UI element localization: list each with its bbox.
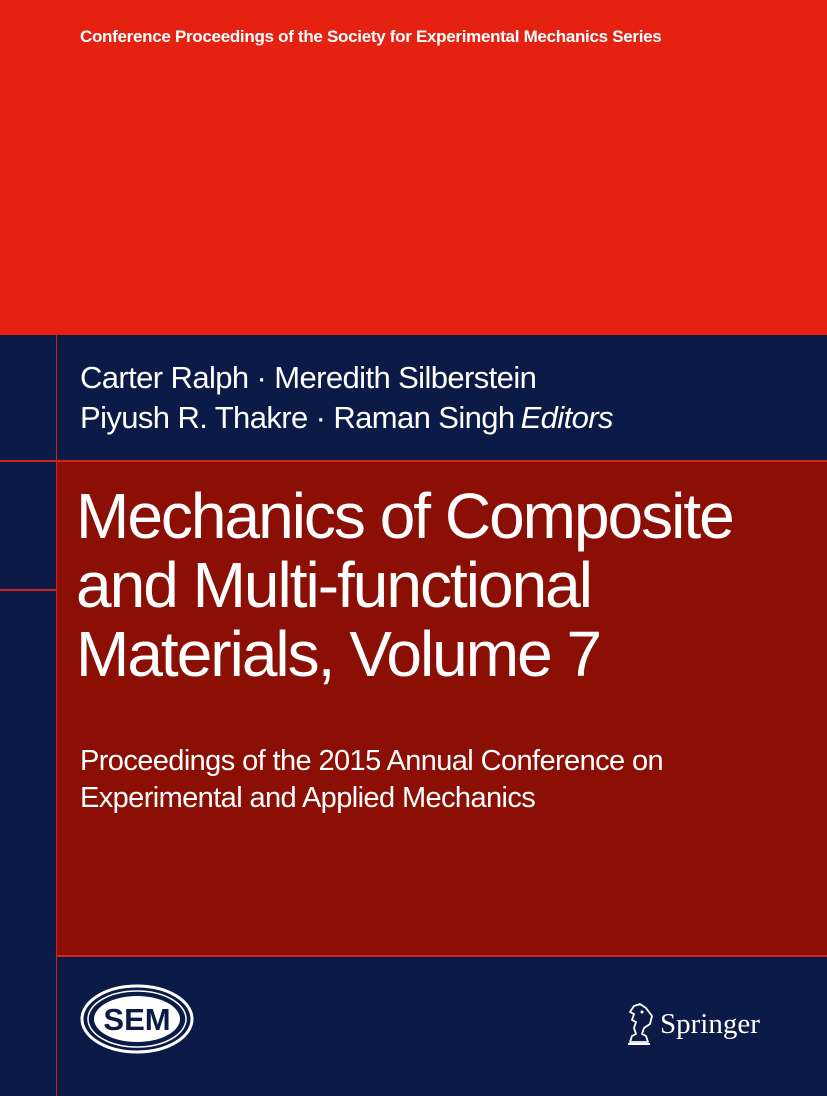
strip-rule-top — [0, 460, 56, 462]
editors-line-2 — [80, 398, 613, 438]
springer-name: Springer — [660, 1008, 760, 1040]
subtitle-line-1: Proceedings of the 2015 Annual Conference on — [80, 745, 664, 777]
editors-role: Editors — [520, 400, 613, 435]
sem-logo-text: SEM — [103, 1002, 171, 1037]
title-line-3: Materials, Volume 7 — [76, 618, 601, 690]
subtitle-line-2: Experimental and Applied Mechanics — [80, 782, 536, 814]
editors-line-1: Carter Ralph · Meredith Silberstein — [80, 360, 537, 395]
series-title: Conference Proceedings of the Society for Experimental Mechanics Series — [80, 27, 662, 46]
sem-logo — [80, 984, 194, 1054]
title-line-1: Mechanics of Composite — [76, 480, 733, 552]
editors-line-2-names: Piyush R. Thakre · Raman Singh — [80, 400, 515, 435]
springer-horse-icon — [620, 1000, 658, 1046]
book-subtitle — [80, 743, 800, 817]
top-red-band — [0, 0, 827, 335]
left-navy-strip — [0, 335, 57, 1096]
strip-rule-bottom — [0, 589, 56, 591]
book-title — [76, 482, 816, 689]
title-line-2: and Multi-functional — [76, 549, 591, 621]
editor-list — [80, 358, 613, 438]
